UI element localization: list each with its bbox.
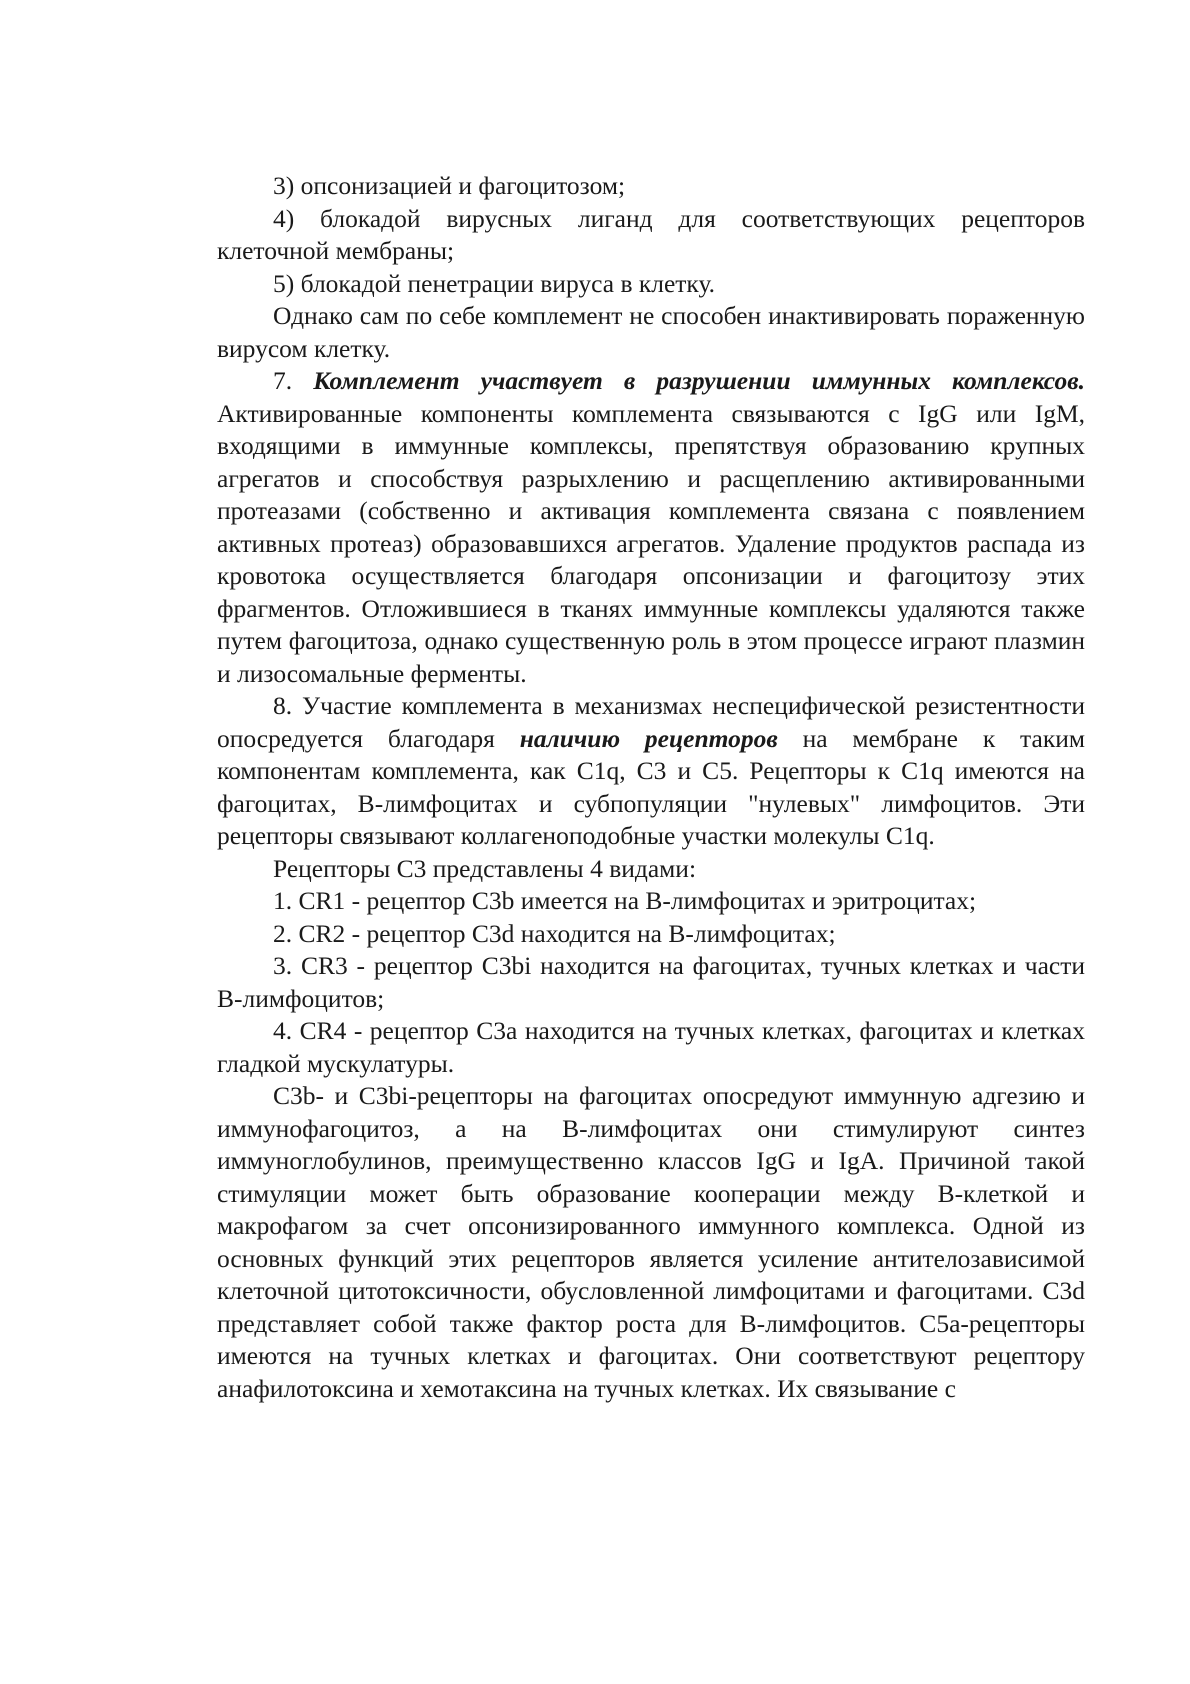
list-item-ligand-blockade: 4) блокадой вирусных лиганд для соответствующих рецепторов клеточной мембраны; <box>217 203 1085 265</box>
paragraph-receptors <box>217 690 1085 853</box>
paragraph-number: 7. <box>273 366 314 395</box>
emphasized-heading: Комплемент участвует в разрушении иммунных комплексов. <box>313 366 1085 395</box>
list-item-cr1: 1. CR1 - рецептор C3b имеется на B-лимфоцитах и эритроцитах; <box>273 886 977 915</box>
paragraph-text-before: 8. Участие комплемента в механизмах неспецифической резистентности опосредуется благодаря <box>217 691 1085 753</box>
list-item-cr4: 4. CR4 - рецептор C3a находится на тучных клетках, фагоцитах и клетках гладкой мускулатуры. <box>217 1016 1085 1078</box>
document-body <box>217 170 1085 1405</box>
list-item-penetration-blockade: 5) блокадой пенетрации вируса в клетку. <box>273 268 716 298</box>
emphasized-phrase: наличию рецепторов <box>519 723 778 753</box>
paragraph-text: Активированные компоненты комплемента связываются с IgG или IgM, входящими в иммунные комплексы, препятствуя образованию крупных агрегатов и способствуя разрыхлению и расщеплению активированными протеазами (собственно и активация комплемента связана с появлением активных протеаз) образовавшихся агрегатов. Удаление продуктов распада из кровотока осуществляется благодаря опсонизации и фагоцитозу этих фрагментов. Отложившиеся в тканях иммунные комплексы удаляются также путем фагоцитоза, однако существенную роль в этом процессе играют плазмин и лизосомальные ферменты. <box>217 398 1085 688</box>
paragraph-complement-limitation: Однако сам по себе комплемент не способен инактивировать пораженную вирусом клетку. <box>217 301 1085 363</box>
list-item-cr3: 3. CR3 - рецептор C3bi находится на фагоцитах, тучных клетках и части B-лимфоцитов; <box>217 951 1085 1013</box>
list-item-cr2: 2. CR2 - рецептор C3d находится на B-лимфоцитах; <box>273 918 836 948</box>
paragraph-receptor-functions: C3b- и C3bi-рецепторы на фагоцитах опосредуют иммунную адгезию и иммунофагоцитоз, а на B-лимфоцитах они стимулируют синтез иммуноглобулинов, преимущественно классов IgG и IgA. Причиной такой стимуляции может быть образование кооперации между B-клеткой и макрофагом за счет опсонизированного иммунного комплекса. Одной из основных функций этих рецепторов является усиление антителозависимой клеточной цитотоксичности, обусловленной лимфоцитами и фагоцитами. C3d представляет собой также фактор роста для B-лимфоцитов. C5a-рецепторы имеются на тучных клетках и фагоцитах. Они соответствуют рецептору анафилотоксина и хемотаксина на тучных клетках. Их связывание с <box>217 1081 1085 1403</box>
list-item-opsonization: 3) опсонизацией и фагоцитозом; <box>273 171 626 200</box>
paragraph-c3-receptors-intro: Рецепторы C3 представлены 4 видами: <box>273 853 697 883</box>
paragraph-immune-complexes <box>217 365 1085 690</box>
paragraph-text-after: на мембране к таким компонентам комплемента, как C1q, C3 и C5. Рецепторы к C1q имеются на фагоцитах, B-лимфоцитах и субпопуляции "нулевых" лимфоцитов. Эти рецепторы связывают коллагеноподобные участки молекулы C1q. <box>217 723 1085 850</box>
